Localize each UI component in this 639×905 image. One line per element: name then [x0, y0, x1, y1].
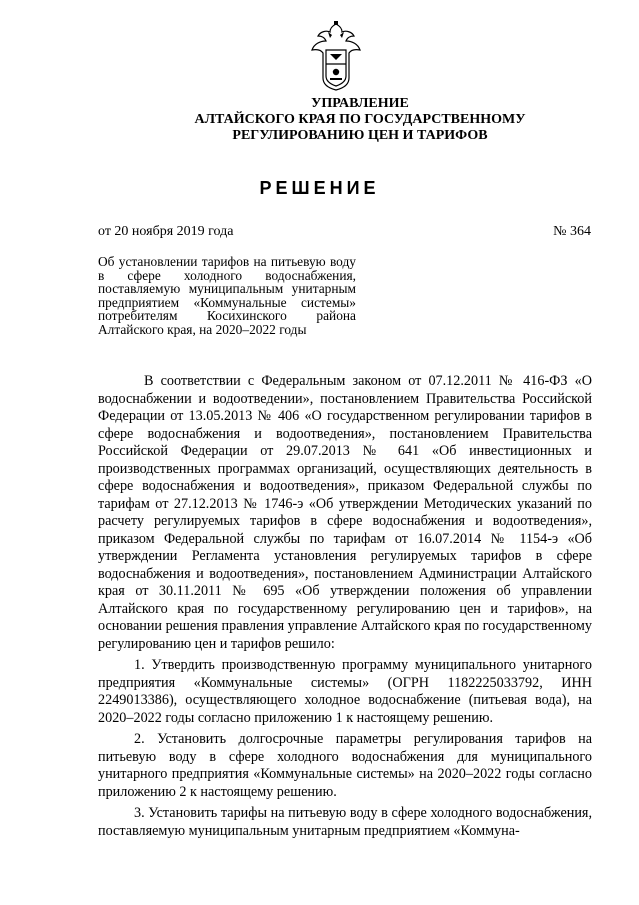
org-name-line-3: РЕГУЛИРОВАНИЮ ЦЕН И ТАРИФОВ [232, 128, 488, 143]
body-item-3: 3. Установить тарифы на питьевую воду в сфере холодного водоснабжения, поставляемую муниципальным унитарным предприятием «Коммуна- [98, 805, 592, 839]
altai-krai-coat-of-arms-icon [308, 20, 364, 92]
org-name-line-1: УПРАВЛЕНИЕ [311, 96, 409, 111]
body-item-2: 2. Установить долгосрочные параметры регулирования тарифов на питьевую воду в сфере холодного водоснабжения для муниципального унитарного предприятия «Коммунальные системы» на 2020–2022 годы согласно приложению 2 к настоящему решению. [98, 731, 592, 800]
org-name-line-2: АЛТАЙСКОГО КРАЯ ПО ГОСУДАРСТВЕННОМУ [194, 112, 526, 127]
decision-subject: Об установлении тарифов на питьевую воду в сфере холодного водоснабжения, поставляемую муниципальным унитарным предприятием «Коммунальные системы» потребителям Косихинского района Алтайского края, на 2020–2022 годы [98, 254, 356, 337]
decision-date: от 20 ноября 2019 года [98, 224, 234, 239]
decision-number: № 364 [553, 224, 591, 239]
decision-body [98, 373, 592, 840]
body-item-1: 1. Утвердить производственную программу муниципального унитарного предприятия «Коммунальные системы» (ОГРН 1182225033792, ИНН 2249013386), осуществляющего холодное водоснабжение (питьевая вода), на 2020–2022 годы согласно приложению 1 к настоящему решению. [98, 657, 592, 726]
body-intro-paragraph: В соответствии с Федеральным законом от 07.12.2011 № 416-ФЗ «О водоснабжении и водоотведении», постановлением Правительства Российской Федерации от 13.05.2013 № 406 «О государственном регулировании тарифов в сфере водоснабжения и водоотведения», постановлением Правительства Российской Федерации от 29.07.2013 № 641 «Об инвестиционных и производственных программах организаций, осуществляющих деятельность в сфере водоснабжения и водоотведения», приказом Федеральной службы по тарифам от 27.12.2013 № 1746-э «Об утверждении Методических указаний по расчету регулируемых тарифов в сфере водоснабжения и водоотведения», приказом Федеральной службы по тарифам от 16.07.2014 № 1154-э «Об утверждении Регламента установления регулируемых тарифов в сфере водоснабжения и водоотведения», постановлением Администрации Алтайского края от 30.11.2011 № 695 «Об утверждении положения об управлении Алтайского края по государственному регулированию цен и тарифов», на основании решения правления управление Алтайского края по государственному регулированию цен и тарифов решило: [98, 373, 592, 652]
decision-title: РЕШЕНИЕ [259, 178, 380, 198]
